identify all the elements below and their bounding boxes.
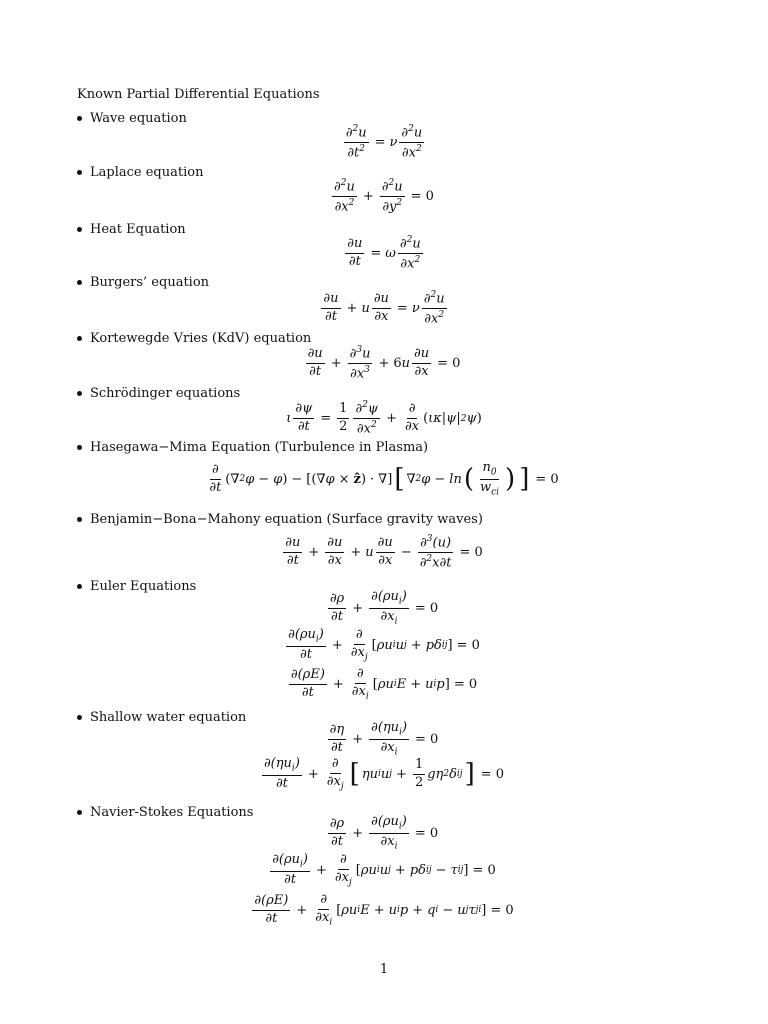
page-number: 1 [379,962,389,977]
equation-bbm: $\frac{\partial u}{\partial t}$ + $\frac{\partial u}{\partial x}$ + u $\frac{\partial u}{\partial x}$ − $\frac{\partial^3(u)}{\partial^2x\partial t}$ = 0 [285,534,483,571]
equation-euler-1: $\frac{\partial\rho}{\partial t}$ + $\frac{\partial(\rho u_i)}{\partial x_i}$ = 0 [329,589,439,627]
equation-kdv: $\frac{\partial u}{\partial t}$ + $\frac{\partial^3u}{\partial x^3}$ + 6 u $\frac{\partial u}{\partial x}$ = 0 [307,345,461,382]
list-item-hasegawa [77,440,428,455]
equation-hasegawa: $\frac{\partial}{\partial t}$ (∇ 2 φ − φ ) − [(∇ φ × ẑ ) · ∇] [ ∇ 2 φ − ln ( $\frac{n_0}{w_{ci}}$ ) ] = 0 [209,460,559,498]
equation-shallow-1: $\frac{\partial\eta}{\partial t}$ + $\frac{\partial(\eta u_i)}{\partial x_i}$ = 0 [329,720,439,758]
equation-navier-1: $\frac{\partial\rho}{\partial t}$ + $\frac{\partial(\rho u_i)}{\partial x_i}$ = 0 [329,814,439,852]
list-item-schrodinger [77,386,240,401]
bullet-icon [77,517,82,522]
equation-schrodinger: ι $\frac{\partial\psi}{\partial t}$ = $\frac{1}{2}$ $\frac{\partial^2\psi}{\partial x^2}$ + $\frac{\partial}{\partial x}$ ( ικ|ψ| 2 ψ ) [286,400,482,437]
item-label: Navier-Stokes Equations [90,805,254,820]
equation-wave: $\frac{\partial^2u}{\partial t^2}$ = ν $\frac{\partial^2u}{\partial x^2}$ [345,124,423,161]
item-label: Schrödinger equations [90,386,241,401]
bullet-icon [77,445,82,450]
document-heading: Known Partial Differential Equations [77,87,320,102]
bullet-icon [77,116,82,121]
equation-shallow-2: $\frac{\partial(\eta u_i)}{\partial t}$ + $\frac{\partial}{\partial x_j}$ [ ηu i u j + $\frac{1}{2}$ gη 2 δ ij ] = 0 [263,756,505,792]
equation-euler-3: $\frac{\partial(\rho E)}{\partial t}$ + $\frac{\partial}{\partial x_i}$ [ ρu i E + u i p ] = 0 [290,666,478,702]
bullet-icon [77,715,82,720]
bullet-icon [77,227,82,232]
equation-laplace: $\frac{\partial^2u}{\partial x^2}$ + $\frac{\partial^2u}{\partial y^2}$ = 0 [334,178,434,215]
list-item-bbm [77,512,483,527]
bullet-icon [77,280,82,285]
bullet-icon [77,336,82,341]
item-label: Benjamin−Bona−Mahony equation (Surface gravity waves) [90,512,483,527]
item-label: Euler Equations [90,579,197,594]
bullet-icon [77,391,82,396]
equation-euler-2: $\frac{\partial(\rho u_i)}{\partial t}$ + $\frac{\partial}{\partial x_j}$ [ ρu i u j + pδ ij ] = 0 [288,627,480,663]
item-label: Kortewegde Vries (KdV) equation [90,331,312,346]
bullet-icon [77,170,82,175]
list-item-kdv [77,331,311,346]
list-item-burgers [77,275,209,290]
item-label: Hasegawa−Mima Equation (Turbulence in Plasma) [90,440,429,455]
equation-burgers: $\frac{\partial u}{\partial t}$ + u $\frac{\partial u}{\partial x}$ = ν $\frac{\partial^2u}{\partial x^2}$ [323,290,445,327]
item-label: Shallow water equation [90,710,247,725]
item-label: Heat Equation [90,222,186,237]
item-label: Wave equation [90,111,187,126]
equation-navier-2: $\frac{\partial(\rho u_i)}{\partial t}$ + $\frac{\partial}{\partial x_j}$ [ ρu i u j + pδ ij − τ ij ] = 0 [272,852,496,888]
equation-heat: $\frac{\partial u}{\partial t}$ = ω $\frac{\partial^2u}{\partial x^2}$ [347,235,421,272]
bullet-icon [77,584,82,589]
item-label: Burgers’ equation [90,275,210,290]
item-label: Laplace equation [90,165,204,180]
equation-navier-3: $\frac{\partial(\rho E)}{\partial t}$ + $\frac{\partial}{\partial x_i}$ [ ρu i E + u i p + q i − u j τ ji ] = 0 [254,892,514,928]
